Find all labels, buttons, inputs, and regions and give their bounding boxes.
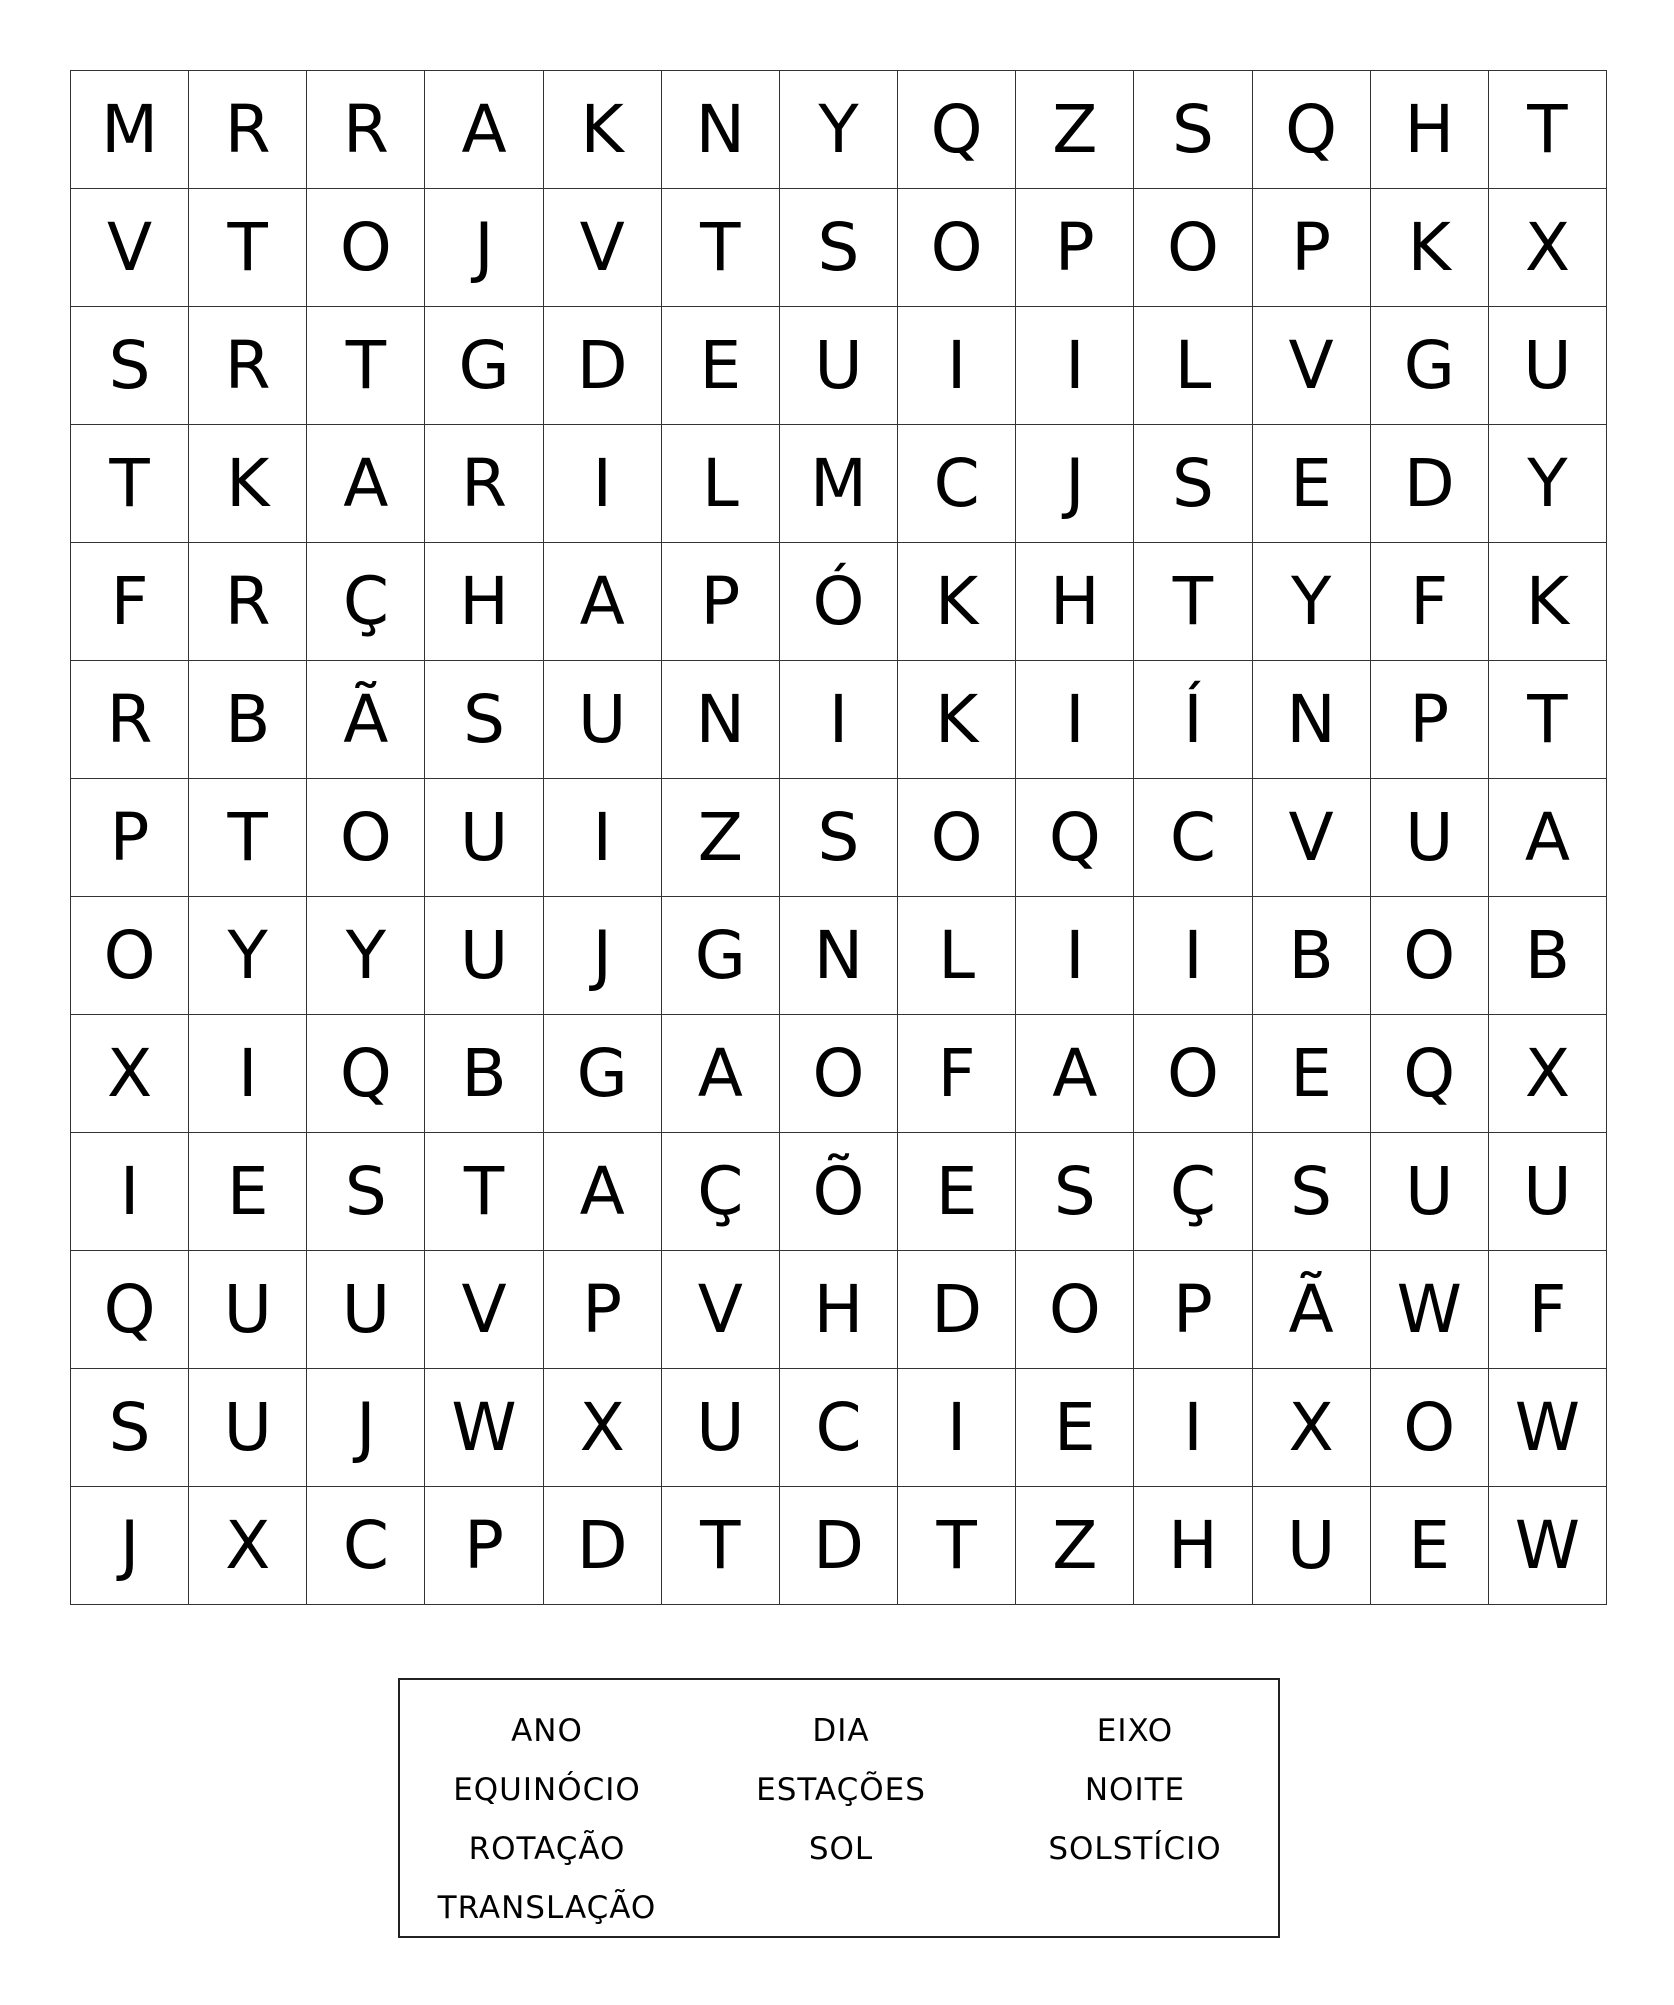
grid-cell[interactable]: N: [1253, 661, 1371, 779]
grid-cell[interactable]: Í: [1134, 661, 1252, 779]
grid-cell[interactable]: C: [780, 1369, 898, 1487]
grid-cell[interactable]: Z: [662, 779, 780, 897]
grid-cell[interactable]: U: [780, 307, 898, 425]
grid-cell[interactable]: Ç: [307, 543, 425, 661]
grid-cell[interactable]: S: [780, 189, 898, 307]
grid-cell[interactable]: T: [71, 425, 189, 543]
grid-cell[interactable]: G: [425, 307, 543, 425]
grid-cell[interactable]: U: [1371, 779, 1489, 897]
grid-cell[interactable]: P: [662, 543, 780, 661]
letter-grid: [70, 70, 1607, 1605]
grid-cell[interactable]: X: [544, 1369, 662, 1487]
word-translacao: TRANSLAÇÃO: [437, 1890, 657, 1926]
grid-cell[interactable]: V: [425, 1251, 543, 1369]
grid-cell[interactable]: Q: [1016, 779, 1134, 897]
grid-cell[interactable]: P: [1016, 189, 1134, 307]
grid-cell[interactable]: O: [71, 897, 189, 1015]
grid-cell[interactable]: N: [780, 897, 898, 1015]
grid-cell[interactable]: Y: [307, 897, 425, 1015]
grid-cell[interactable]: A: [662, 1015, 780, 1133]
grid-cell[interactable]: U: [662, 1369, 780, 1487]
grid-cell[interactable]: Ã: [307, 661, 425, 779]
grid-cell[interactable]: T: [425, 1133, 543, 1251]
grid-cell[interactable]: B: [1489, 897, 1607, 1015]
grid-cell[interactable]: S: [71, 307, 189, 425]
grid-cell[interactable]: I: [71, 1133, 189, 1251]
grid-cell[interactable]: P: [1134, 1251, 1252, 1369]
grid-cell[interactable]: E: [1371, 1487, 1489, 1605]
grid-cell[interactable]: O: [1134, 1015, 1252, 1133]
grid-cell[interactable]: K: [1371, 189, 1489, 307]
grid-cell[interactable]: P: [1371, 661, 1489, 779]
grid-cell[interactable]: Ã: [1253, 1251, 1371, 1369]
grid-cell[interactable]: T: [1134, 543, 1252, 661]
grid-cell[interactable]: A: [544, 1133, 662, 1251]
grid-cell[interactable]: I: [898, 307, 1016, 425]
grid-cell[interactable]: N: [662, 661, 780, 779]
grid-cell[interactable]: Q: [1371, 1015, 1489, 1133]
grid-cell[interactable]: I: [1016, 307, 1134, 425]
grid-cell[interactable]: S: [425, 661, 543, 779]
grid-cell[interactable]: D: [1371, 425, 1489, 543]
grid-cell[interactable]: I: [1016, 661, 1134, 779]
grid-cell[interactable]: D: [898, 1251, 1016, 1369]
grid-cell[interactable]: K: [1489, 543, 1607, 661]
grid-cell[interactable]: U: [1253, 1487, 1371, 1605]
grid-cell[interactable]: O: [307, 779, 425, 897]
grid-cell[interactable]: K: [544, 71, 662, 189]
grid-cell[interactable]: W: [425, 1369, 543, 1487]
grid-cell[interactable]: I: [780, 661, 898, 779]
grid-cell[interactable]: X: [189, 1487, 307, 1605]
grid-cell[interactable]: R: [425, 425, 543, 543]
grid-cell[interactable]: F: [1489, 1251, 1607, 1369]
grid-cell[interactable]: W: [1371, 1251, 1489, 1369]
grid-cell[interactable]: J: [1016, 425, 1134, 543]
grid-cell[interactable]: O: [1371, 897, 1489, 1015]
grid-cell[interactable]: S: [1016, 1133, 1134, 1251]
grid-cell[interactable]: C: [1134, 779, 1252, 897]
grid-cell[interactable]: L: [898, 897, 1016, 1015]
grid-cell[interactable]: T: [307, 307, 425, 425]
grid-cell[interactable]: X: [1253, 1369, 1371, 1487]
word-column-2: [694, 1702, 988, 1879]
grid-cell[interactable]: D: [544, 307, 662, 425]
grid-cell[interactable]: I: [544, 425, 662, 543]
grid-cell[interactable]: K: [898, 661, 1016, 779]
grid-cell[interactable]: L: [662, 425, 780, 543]
grid-cell[interactable]: V: [1253, 779, 1371, 897]
grid-cell[interactable]: L: [1134, 307, 1252, 425]
grid-cell[interactable]: T: [189, 189, 307, 307]
grid-cell[interactable]: T: [1489, 661, 1607, 779]
grid-cell[interactable]: U: [1371, 1133, 1489, 1251]
grid-cell[interactable]: H: [1016, 543, 1134, 661]
grid-cell[interactable]: B: [189, 661, 307, 779]
word-rotacao: ROTAÇÃO: [468, 1831, 626, 1867]
grid-cell[interactable]: I: [1016, 897, 1134, 1015]
grid-cell[interactable]: Y: [1489, 425, 1607, 543]
grid-cell[interactable]: U: [189, 1251, 307, 1369]
grid-cell[interactable]: W: [1489, 1369, 1607, 1487]
grid-cell[interactable]: A: [307, 425, 425, 543]
grid-cell[interactable]: S: [71, 1369, 189, 1487]
grid-cell[interactable]: E: [1016, 1369, 1134, 1487]
grid-cell[interactable]: O: [898, 189, 1016, 307]
grid-cell[interactable]: K: [189, 425, 307, 543]
word-dia: DIA: [812, 1713, 870, 1749]
grid-cell[interactable]: T: [898, 1487, 1016, 1605]
grid-cell[interactable]: V: [544, 189, 662, 307]
grid-cell[interactable]: R: [189, 71, 307, 189]
grid-cell[interactable]: T: [662, 189, 780, 307]
grid-cell[interactable]: G: [1371, 307, 1489, 425]
grid-cell[interactable]: N: [662, 71, 780, 189]
grid-cell[interactable]: J: [307, 1369, 425, 1487]
grid-cell[interactable]: Q: [71, 1251, 189, 1369]
grid-cell[interactable]: M: [780, 425, 898, 543]
grid-cell[interactable]: J: [544, 897, 662, 1015]
word-sol: SOL: [808, 1831, 874, 1867]
grid-cell[interactable]: X: [71, 1015, 189, 1133]
grid-cell[interactable]: I: [898, 1369, 1016, 1487]
grid-cell[interactable]: K: [898, 543, 1016, 661]
grid-cell[interactable]: F: [1371, 543, 1489, 661]
grid-cell[interactable]: S: [1253, 1133, 1371, 1251]
grid-cell[interactable]: Q: [898, 71, 1016, 189]
grid-cell[interactable]: Z: [1016, 1487, 1134, 1605]
grid-cell[interactable]: X: [1489, 1015, 1607, 1133]
grid-cell[interactable]: B: [1253, 897, 1371, 1015]
grid-cell[interactable]: Ó: [780, 543, 898, 661]
grid-cell[interactable]: A: [1489, 779, 1607, 897]
word-estacoes: ESTAÇÕES: [756, 1772, 926, 1808]
grid-cell[interactable]: V: [1253, 307, 1371, 425]
grid-cell[interactable]: R: [71, 661, 189, 779]
grid-cell[interactable]: Ç: [1134, 1133, 1252, 1251]
grid-cell[interactable]: Q: [1253, 71, 1371, 189]
word-ano: ANO: [511, 1713, 583, 1749]
grid-cell[interactable]: U: [425, 897, 543, 1015]
grid-cell[interactable]: J: [71, 1487, 189, 1605]
word-column-3: [988, 1702, 1282, 1879]
grid-cell[interactable]: E: [189, 1133, 307, 1251]
grid-cell[interactable]: E: [662, 307, 780, 425]
grid-cell[interactable]: A: [1016, 1015, 1134, 1133]
grid-cell[interactable]: A: [425, 71, 543, 189]
grid-cell[interactable]: C: [898, 425, 1016, 543]
grid-cell[interactable]: I: [1134, 897, 1252, 1015]
grid-cell[interactable]: H: [780, 1251, 898, 1369]
grid-cell[interactable]: G: [544, 1015, 662, 1133]
grid-cell[interactable]: P: [544, 1251, 662, 1369]
grid-cell[interactable]: U: [425, 779, 543, 897]
grid-cell[interactable]: I: [189, 1015, 307, 1133]
grid-cell[interactable]: D: [780, 1487, 898, 1605]
grid-cell[interactable]: Z: [1016, 71, 1134, 189]
grid-cell[interactable]: H: [1371, 71, 1489, 189]
grid-cell[interactable]: T: [662, 1487, 780, 1605]
grid-cell[interactable]: U: [189, 1369, 307, 1487]
grid-cell[interactable]: B: [425, 1015, 543, 1133]
grid-cell[interactable]: H: [1134, 1487, 1252, 1605]
grid-cell[interactable]: R: [307, 71, 425, 189]
grid-cell[interactable]: M: [71, 71, 189, 189]
grid-cell[interactable]: C: [307, 1487, 425, 1605]
grid-cell[interactable]: O: [1371, 1369, 1489, 1487]
word-equinocio: EQUINÓCIO: [453, 1772, 641, 1808]
grid-cell[interactable]: I: [1134, 1369, 1252, 1487]
grid-cell[interactable]: J: [425, 189, 543, 307]
grid-cell[interactable]: Y: [780, 71, 898, 189]
grid-cell[interactable]: E: [1253, 1015, 1371, 1133]
grid-cell[interactable]: V: [662, 1251, 780, 1369]
grid-cell[interactable]: R: [189, 543, 307, 661]
grid-cell[interactable]: F: [71, 543, 189, 661]
grid-cell[interactable]: G: [662, 897, 780, 1015]
grid-cell[interactable]: S: [307, 1133, 425, 1251]
grid-cell[interactable]: F: [898, 1015, 1016, 1133]
grid-cell[interactable]: V: [71, 189, 189, 307]
grid-cell[interactable]: T: [189, 779, 307, 897]
grid-cell[interactable]: S: [1134, 425, 1252, 543]
grid-cell[interactable]: O: [1134, 189, 1252, 307]
grid-cell[interactable]: O: [307, 189, 425, 307]
grid-cell[interactable]: Y: [1253, 543, 1371, 661]
grid-cell[interactable]: U: [307, 1251, 425, 1369]
grid-cell[interactable]: Q: [307, 1015, 425, 1133]
word-list-box: [398, 1678, 1280, 1938]
grid-cell[interactable]: S: [780, 779, 898, 897]
grid-cell[interactable]: X: [1489, 189, 1607, 307]
grid-cell[interactable]: U: [1489, 1133, 1607, 1251]
word-noite: NOITE: [1084, 1772, 1186, 1808]
grid-cell[interactable]: O: [1016, 1251, 1134, 1369]
grid-cell[interactable]: W: [1489, 1487, 1607, 1605]
grid-cell[interactable]: Ç: [662, 1133, 780, 1251]
grid-cell[interactable]: S: [1134, 71, 1252, 189]
grid-cell[interactable]: A: [544, 543, 662, 661]
word-eixo: EIXO: [1096, 1713, 1174, 1749]
grid-cell[interactable]: O: [780, 1015, 898, 1133]
grid-cell[interactable]: R: [189, 307, 307, 425]
grid-cell[interactable]: Y: [189, 897, 307, 1015]
word-solsticio: SOLSTÍCIO: [1048, 1831, 1222, 1867]
grid-cell[interactable]: T: [1489, 71, 1607, 189]
grid-cell[interactable]: E: [898, 1133, 1016, 1251]
grid-cell[interactable]: E: [1253, 425, 1371, 543]
grid-cell[interactable]: P: [1253, 189, 1371, 307]
grid-cell[interactable]: U: [544, 661, 662, 779]
word-column-1: [400, 1702, 694, 1938]
grid-cell[interactable]: H: [425, 543, 543, 661]
grid-cell[interactable]: O: [898, 779, 1016, 897]
grid-cell[interactable]: I: [544, 779, 662, 897]
grid-cell[interactable]: P: [71, 779, 189, 897]
grid-cell[interactable]: D: [544, 1487, 662, 1605]
grid-cell[interactable]: U: [1489, 307, 1607, 425]
grid-cell[interactable]: Õ: [780, 1133, 898, 1251]
grid-cell[interactable]: P: [425, 1487, 543, 1605]
